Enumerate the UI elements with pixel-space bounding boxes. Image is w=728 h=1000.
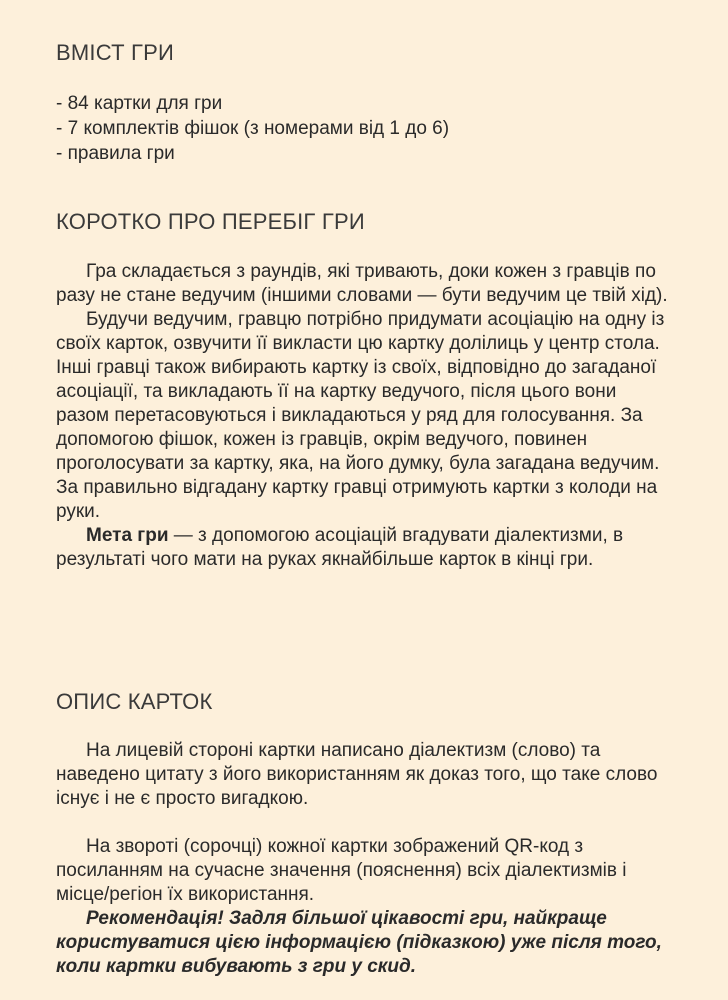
overview-text <box>56 260 668 572</box>
overview-paragraph-2: Будучи ведучим, гравцю потрібно придумати асоціацію на одну із своїх карток, озвучити її викласти цю картку долілиць у центр стола. Інші гравці також вибирають картку із своїх, відповідно до загаданої асоціації, та викладають її на картку ведучого, після цього вони разом перетасовуються і викладаються у ряд для голосування. За допомогою фішок, кожен із гравців, окрім ведучого, повинен проголосувати за картку, яка, на його думку, була загадана ведучим. За правильно відгадану картку гравці отримують картки з колоди на руки. <box>56 309 665 522</box>
goal-label: Мета гри <box>86 525 169 546</box>
list-item: - 7 комплектів фішок (з номерами від 1 до 6) <box>56 118 450 139</box>
section-title-contents: ВМІСТ ГРИ <box>56 40 175 65</box>
recommendation-paragraph: Рекомендація! Задля більшої цікавості гри, найкраще користуватися цією інформацією (підказкою) уже після того, коли картки вибувають з гри у скид. <box>56 908 662 977</box>
contents-list <box>56 91 676 166</box>
section-title-cards: ОПИС КАРТОК <box>56 689 213 714</box>
list-item: - правила гри <box>56 143 175 164</box>
overview-paragraph-1: Гра складається з раундів, які тривають, доки кожен з гравців по разу не стане ведучим (іншими словами — бути ведучим це твій хід). <box>56 261 668 306</box>
cards-paragraph-2: На звороті (сорочці) кожної картки зображений QR-код з посиланням на сучасне значення (пояснення) всіх діалектизмів і місце/регіон їх використання. <box>56 836 627 905</box>
goal-text: — з допомогою асоціацій вгадувати діалектизми, в результаті чого мати на руках якнайбільше карток в кінці гри. <box>56 525 624 570</box>
cards-text <box>56 739 668 979</box>
list-item: - 84 картки для гри <box>56 93 223 114</box>
section-title-overview: КОРОТКО ПРО ПЕРЕБІГ ГРИ <box>56 209 365 234</box>
cards-paragraph-1: На лицевій стороні картки написано діалектизм (слово) та наведено цитату з його використанням як доказ того, що таке слово існує і не є просто вигадкою. <box>56 740 658 809</box>
overview-paragraph-3 <box>56 524 668 572</box>
